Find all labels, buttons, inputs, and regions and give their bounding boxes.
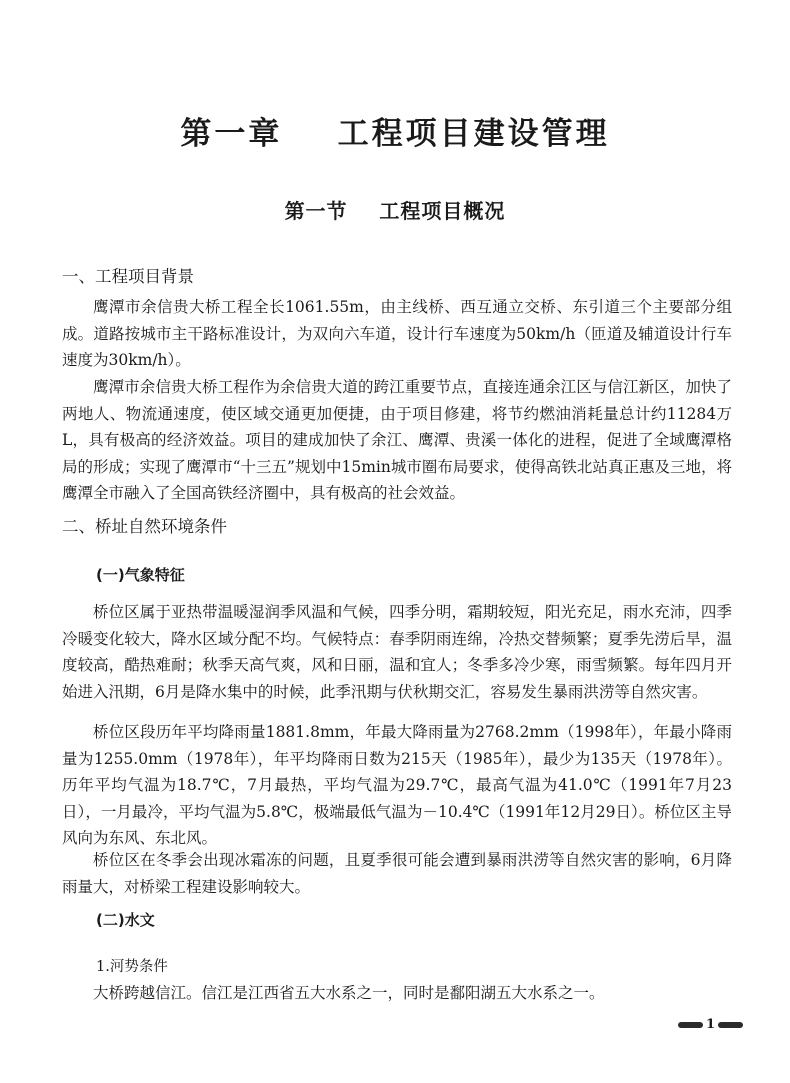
- paragraph-background-1: 鹰潭市余信贵大桥工程全长1061.55m，由主线桥、西互通立交桥、东引道三个主要部分组成。道路按城市主干路标准设计，为双向六车道，设计行车速度为50km/h（匝道及辅道设计行车速度为30km/h）。: [62, 298, 732, 369]
- paragraph-climate-3: 桥位区在冬季会出现冰霜冻的问题，且夏季很可能会遭到暴雨洪涝等自然灾害的影响，6月降雨量大，对桥梁工程建设影响较大。: [62, 851, 732, 896]
- page-number-left-ornament: [678, 1022, 703, 1028]
- subheading-climate: (一)气象特征: [96, 566, 185, 584]
- section-title: 第一节 工程项目概况: [284, 199, 506, 223]
- subheading-hydrology: (二)水文: [96, 911, 155, 929]
- page-number: [678, 1018, 743, 1032]
- heading-natural-environment: 二、桥址自然环境条件: [62, 517, 227, 536]
- paragraph-hydrology-1: 大桥跨越信江。信江是江西省五大水系之一，同时是鄱阳湖五大水系之一。: [93, 984, 605, 1002]
- chapter-title: 第一章 工程项目建设管理: [180, 116, 610, 152]
- item-river-conditions: 1.河势条件: [96, 959, 168, 975]
- page-number-text: 1: [706, 1017, 716, 1032]
- heading-project-background: 一、工程项目背景: [62, 267, 194, 286]
- paragraph-background-2: 鹰潭市余信贵大桥工程作为余信贵大道的跨江重要节点，直接连通余江区与信江新区，加快了两地人、物流通速度，使区域交通更加便捷，由于项目修建，将节约燃油消耗量总计约11284万L，具有极高的经济效益。项目的建成加快了余江、鹰潭、贵溪一体化的进程，促进了全域鹰潭格局的形成；实现了鹰潭市“十三五”规划中15min城市圈布局要求，使得高铁北站真正惠及三地，将鹰潭全市融入了全国高铁经济圈中，具有极高的社会效益。: [62, 378, 732, 502]
- paragraph-climate-1: 桥位区属于亚热带温暖湿润季风温和气候，四季分明，霜期较短，阳光充足，雨水充沛，四季冷暖变化较大，降水区域分配不均。气候特点：春季阴雨连绵，冷热交替频繁；夏季先涝后旱，温度较高，酷热难耐；秋季天高气爽，风和日丽，温和宜人；冬季多冷少寒，雨雪频繁。每年四月开始进入汛期，6月是降水集中的时候，此季汛期与伏秋期交汇，容易发生暴雨洪涝等自然灾害。: [62, 603, 732, 701]
- paragraph-climate-2: 桥位区段历年平均降雨量1881.8mm，年最大降雨量为2768.2mm（1998年），年最小降雨量为1255.0mm（1978年），年平均降雨日数为215天（1985年），最少为135天（1978年）。历年平均气温为18.7℃，7月最热，平均气温为29.7℃，最高气温为41.0℃（1991年7月23日），一月最冷，平均气温为5.8℃，极端最低气温为－10.4℃（1991年12月29日）。桥位区主导风向为东风、东北风。: [62, 723, 732, 847]
- page-number-right-ornament: [718, 1022, 743, 1028]
